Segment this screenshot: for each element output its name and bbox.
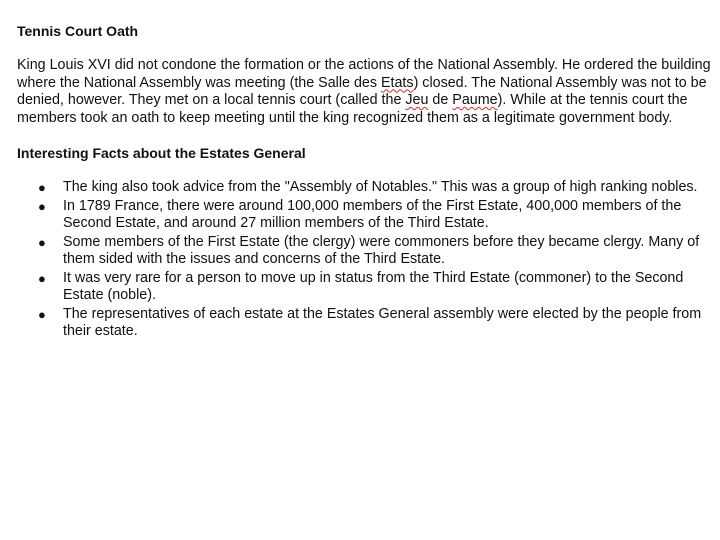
paragraph-text-2: ) closed. The National Assembly was not to be denied, however. They met on a local tennis court (called the — [17, 74, 707, 108]
list-item — [17, 198, 713, 233]
list-item-text: It was very rare for a person to move up in status from the Third Estate (commoner) to the Second Estate (noble). — [63, 269, 684, 303]
list-item — [17, 270, 713, 305]
paragraph-text-3: de — [428, 92, 453, 108]
spellcheck-word-paume: Paume — [452, 92, 498, 108]
list-item — [17, 306, 713, 341]
document-page — [17, 22, 713, 342]
bullet-icon: ● — [38, 306, 46, 322]
list-item-text: Some members of the First Estate (the clergy) were commoners before they became clergy. Many of them sided with the issues and concerns of the Third Estate. — [63, 233, 700, 267]
list-item — [17, 179, 713, 197]
facts-list — [17, 179, 713, 341]
list-item-text: In 1789 France, there were around 100,000 members of the First Estate, 400,000 members of the Second Estate, and around 27 million members of the Third Estate. — [63, 197, 682, 231]
section-heading-facts: Interesting Facts about the Estates General — [17, 145, 306, 161]
paragraph-text-1: King Louis XVI did not condone the formation or the actions of the National Assembly. He ordered the building where the National Assembly was meeting (the Salle des — [17, 57, 711, 91]
tennis-court-oath-paragraph — [17, 57, 713, 127]
list-item-text: The representatives of each estate at the Estates General assembly were elected by the people from their estate. — [63, 305, 702, 339]
page-title: Tennis Court Oath — [17, 23, 139, 39]
paragraph-text-4: ). While at the tennis court the members took an oath to keep meeting until the king recognized them as a legitimate government body. — [17, 92, 688, 126]
list-item-text: The king also took advice from the "Assembly of Notables." This was a group of high ranking nobles. — [63, 179, 698, 195]
spellcheck-word-jeu: Jeu — [405, 92, 429, 108]
spellcheck-word-etats: Etats — [380, 74, 414, 91]
bullet-icon: ● — [38, 198, 46, 214]
bullet-icon: ● — [38, 234, 46, 250]
bullet-icon: ● — [38, 270, 46, 286]
bullet-icon: ● — [38, 180, 46, 195]
list-item — [17, 234, 713, 269]
